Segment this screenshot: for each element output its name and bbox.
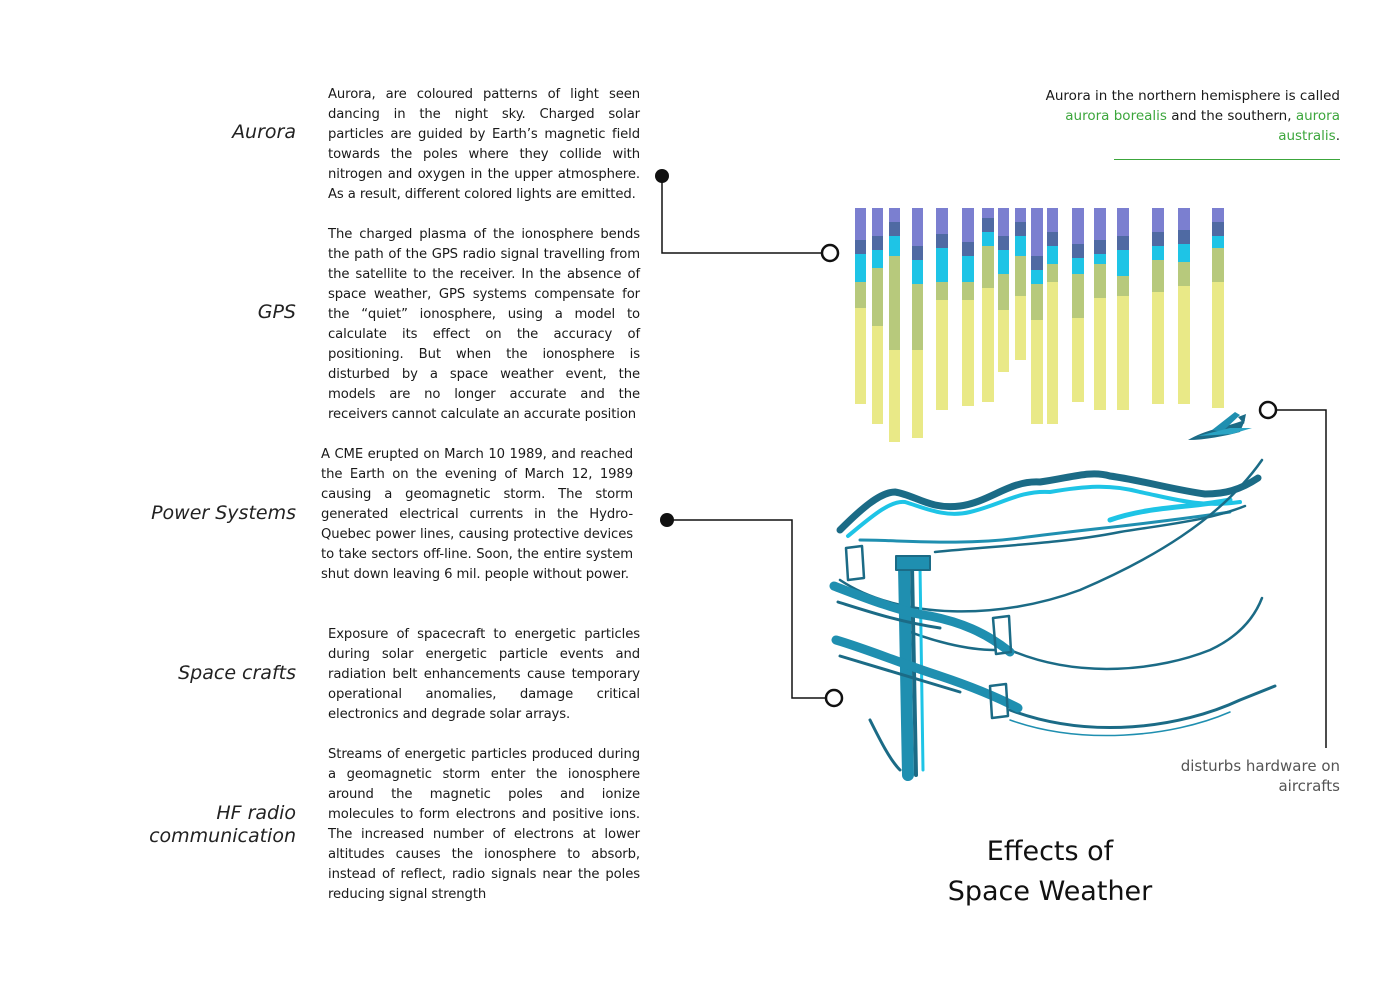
aurora-bar-segment xyxy=(889,236,900,256)
aurora-bar-segment xyxy=(1094,240,1106,254)
aurora-bar-segment xyxy=(912,350,923,438)
aurora-bar-segment xyxy=(1094,254,1106,264)
aurora-bar-segment xyxy=(936,234,948,248)
aurora-bar-segment xyxy=(889,222,900,236)
aurora-bar-segment xyxy=(1178,208,1190,230)
aurora-bar-segment xyxy=(1152,260,1164,292)
aurora-illustration xyxy=(855,208,1224,442)
label-power-systems: Power Systems xyxy=(151,502,296,524)
aurora-bar-segment xyxy=(1031,208,1043,256)
aurora-bar-segment xyxy=(912,260,923,284)
aurora-bar-segment xyxy=(1072,318,1084,402)
aurora-bar-segment xyxy=(998,250,1009,274)
aurora-bar-segment xyxy=(936,282,948,300)
aurora-bar-segment xyxy=(1152,208,1164,232)
aurora-bar-segment xyxy=(855,308,866,404)
aurora-bar-segment xyxy=(912,208,923,246)
aurora-bar-segment xyxy=(1031,284,1043,320)
aurora-borealis-term: aurora borealis xyxy=(1065,108,1167,124)
gps-paragraph: The charged plasma of the ionosphere bends the path of the GPS radio signal travelling from the satellite to the receiver. In the absence of space weather, GPS systems compensate for the “quiet” ionosphere, using a model to calculate its effect on the accuracy of positioning. But when the ionosphere is disturbed by a space weather event, the models are no longer accurate and the receivers cannot calculate an accurate position xyxy=(328,227,640,422)
aircraft-caption: disturbs hardware on aircrafts xyxy=(1180,757,1340,795)
aurora-bar-segment xyxy=(982,246,994,288)
aurora-bar-segment xyxy=(889,256,900,350)
aurora-bar-segment xyxy=(1072,208,1084,244)
aurora-bar-segment xyxy=(1047,246,1058,264)
aurora-connector xyxy=(655,169,838,261)
aurora-bar-segment xyxy=(962,208,974,242)
aurora-bar-segment xyxy=(855,240,866,254)
aurora-bar-segment xyxy=(1152,232,1164,246)
aurora-bar-segment xyxy=(1047,208,1058,232)
hf-radio-paragraph: Streams of energetic particles produced during a geomagnetic storm enter the ionosphere around the magnetic poles and ionize molecules to form electrons and positive ions. The increased number of electrons at lower altitudes causes the ionosphere to absorb, instead of reflect, radio signals near the poles reducing signal strength xyxy=(328,747,640,902)
aurora-bar-segment xyxy=(1117,208,1129,236)
aurora-bar-segment xyxy=(855,208,866,240)
aurora-paragraph: Aurora, are coloured patterns of light seen dancing in the night sky. Charged solar particles are guided by Earth’s magnetic field towards the poles where they collide with nitrogen and oxygen in the upper atmosphere. As a result, different colored lights are emitted. xyxy=(328,87,640,202)
aurora-bar-segment xyxy=(855,254,866,282)
aurora-bar-segment xyxy=(872,236,883,250)
aurora-bar-segment xyxy=(912,246,923,260)
aurora-australis-term: aurora australis xyxy=(1278,108,1340,144)
aurora-note-suffix: . xyxy=(1335,128,1340,144)
aurora-bar-segment xyxy=(872,326,883,424)
aurora-bar-segment xyxy=(1015,256,1026,296)
aurora-bar-segment xyxy=(1047,232,1058,246)
power-pole-illustration xyxy=(834,460,1275,775)
aurora-bar-segment xyxy=(1212,208,1224,222)
aurora-bar-segment xyxy=(936,300,948,410)
aurora-bar-segment xyxy=(1015,222,1026,236)
aurora-bar-segment xyxy=(1072,244,1084,258)
title-line2: Space Weather xyxy=(947,876,1153,907)
aurora-bar-segment xyxy=(1178,262,1190,286)
aircraft-connector xyxy=(1260,402,1326,748)
aurora-bar-segment xyxy=(1015,208,1026,222)
label-hf-radio-line1: HF radio xyxy=(216,802,296,824)
aurora-bar-segment xyxy=(855,282,866,308)
label-hf-radio-line2: communication xyxy=(149,825,296,847)
aurora-bar-segment xyxy=(889,350,900,442)
aurora-bar-segment xyxy=(1152,246,1164,260)
aurora-bar-segment xyxy=(1047,264,1058,282)
aurora-bar-segment xyxy=(936,208,948,234)
aurora-bar-segment xyxy=(998,310,1009,372)
power-systems-connector xyxy=(660,513,842,706)
aurora-bar-segment xyxy=(1094,264,1106,298)
aurora-bar-segment xyxy=(962,282,974,300)
aurora-bar-segment xyxy=(1212,222,1224,236)
aurora-bar-segment xyxy=(1072,274,1084,318)
aurora-bar-segment xyxy=(962,256,974,282)
aurora-note-middle: and the southern, xyxy=(1166,108,1296,124)
aurora-bar-segment xyxy=(1212,236,1224,248)
title-line1: Effects of xyxy=(986,836,1114,867)
aurora-bar-segment xyxy=(1031,256,1043,270)
label-space-crafts: Space crafts xyxy=(178,662,296,684)
aurora-bar-segment xyxy=(1015,236,1026,256)
page-title xyxy=(900,832,1200,912)
aurora-bar-segment xyxy=(1178,286,1190,404)
label-aurora: Aurora xyxy=(232,121,296,143)
aurora-bar-segment xyxy=(998,274,1009,310)
aurora-bar-segment xyxy=(1094,208,1106,240)
aurora-bar-segment xyxy=(1117,276,1129,296)
aurora-bar-segment xyxy=(912,284,923,350)
aircraft-illustration xyxy=(1188,412,1252,440)
aurora-bar-segment xyxy=(982,232,994,246)
aurora-bar-segment xyxy=(998,236,1009,250)
label-gps: GPS xyxy=(257,301,296,323)
aurora-bar-segment xyxy=(1212,282,1224,408)
aurora-bar-segment xyxy=(962,242,974,256)
aurora-bar-segment xyxy=(1031,270,1043,284)
aurora-bar-segment xyxy=(1047,282,1058,424)
aurora-bar-segment xyxy=(889,208,900,222)
aurora-note-prefix: Aurora in the northern hemisphere is called xyxy=(1045,88,1340,104)
aurora-bar-segment xyxy=(1117,236,1129,250)
aurora-bar-segment xyxy=(1015,296,1026,360)
aurora-bar-segment xyxy=(1212,248,1224,282)
aurora-bar-segment xyxy=(982,288,994,402)
aurora-bar-segment xyxy=(1152,292,1164,404)
aurora-bar-segment xyxy=(1117,296,1129,410)
aurora-bar-segment xyxy=(936,248,948,282)
aurora-bar-segment xyxy=(872,208,883,236)
aurora-bar-segment xyxy=(982,208,994,218)
aurora-bar-segment xyxy=(1178,230,1190,244)
aurora-bar-segment xyxy=(1094,298,1106,410)
aurora-bar-segment xyxy=(872,250,883,268)
space-crafts-paragraph: Exposure of spacecraft to energetic particles during solar energetic particle events and radiation belt enhancements cause temporary operational anomalies, damage critical electronics and degrade solar arrays. xyxy=(328,627,640,722)
aurora-bar-segment xyxy=(872,268,883,326)
aurora-bar-segment xyxy=(982,218,994,232)
aurora-bar-segment xyxy=(998,208,1009,236)
aurora-bar-segment xyxy=(1117,250,1129,276)
power-systems-paragraph: A CME erupted on March 10 1989, and reached the Earth on the evening of March 12, 1989 causing a geomagnetic storm. The storm generated electrical currents in the Hydro-Quebec power lines, causing protective devices to take sectors off-line. Soon, the entire system shut down leaving 6 mil. people without power. xyxy=(321,447,633,582)
aurora-bar-segment xyxy=(1178,244,1190,262)
aurora-bar-segment xyxy=(1031,320,1043,424)
aurora-bar-segment xyxy=(962,300,974,406)
aurora-bar-segment xyxy=(1072,258,1084,274)
